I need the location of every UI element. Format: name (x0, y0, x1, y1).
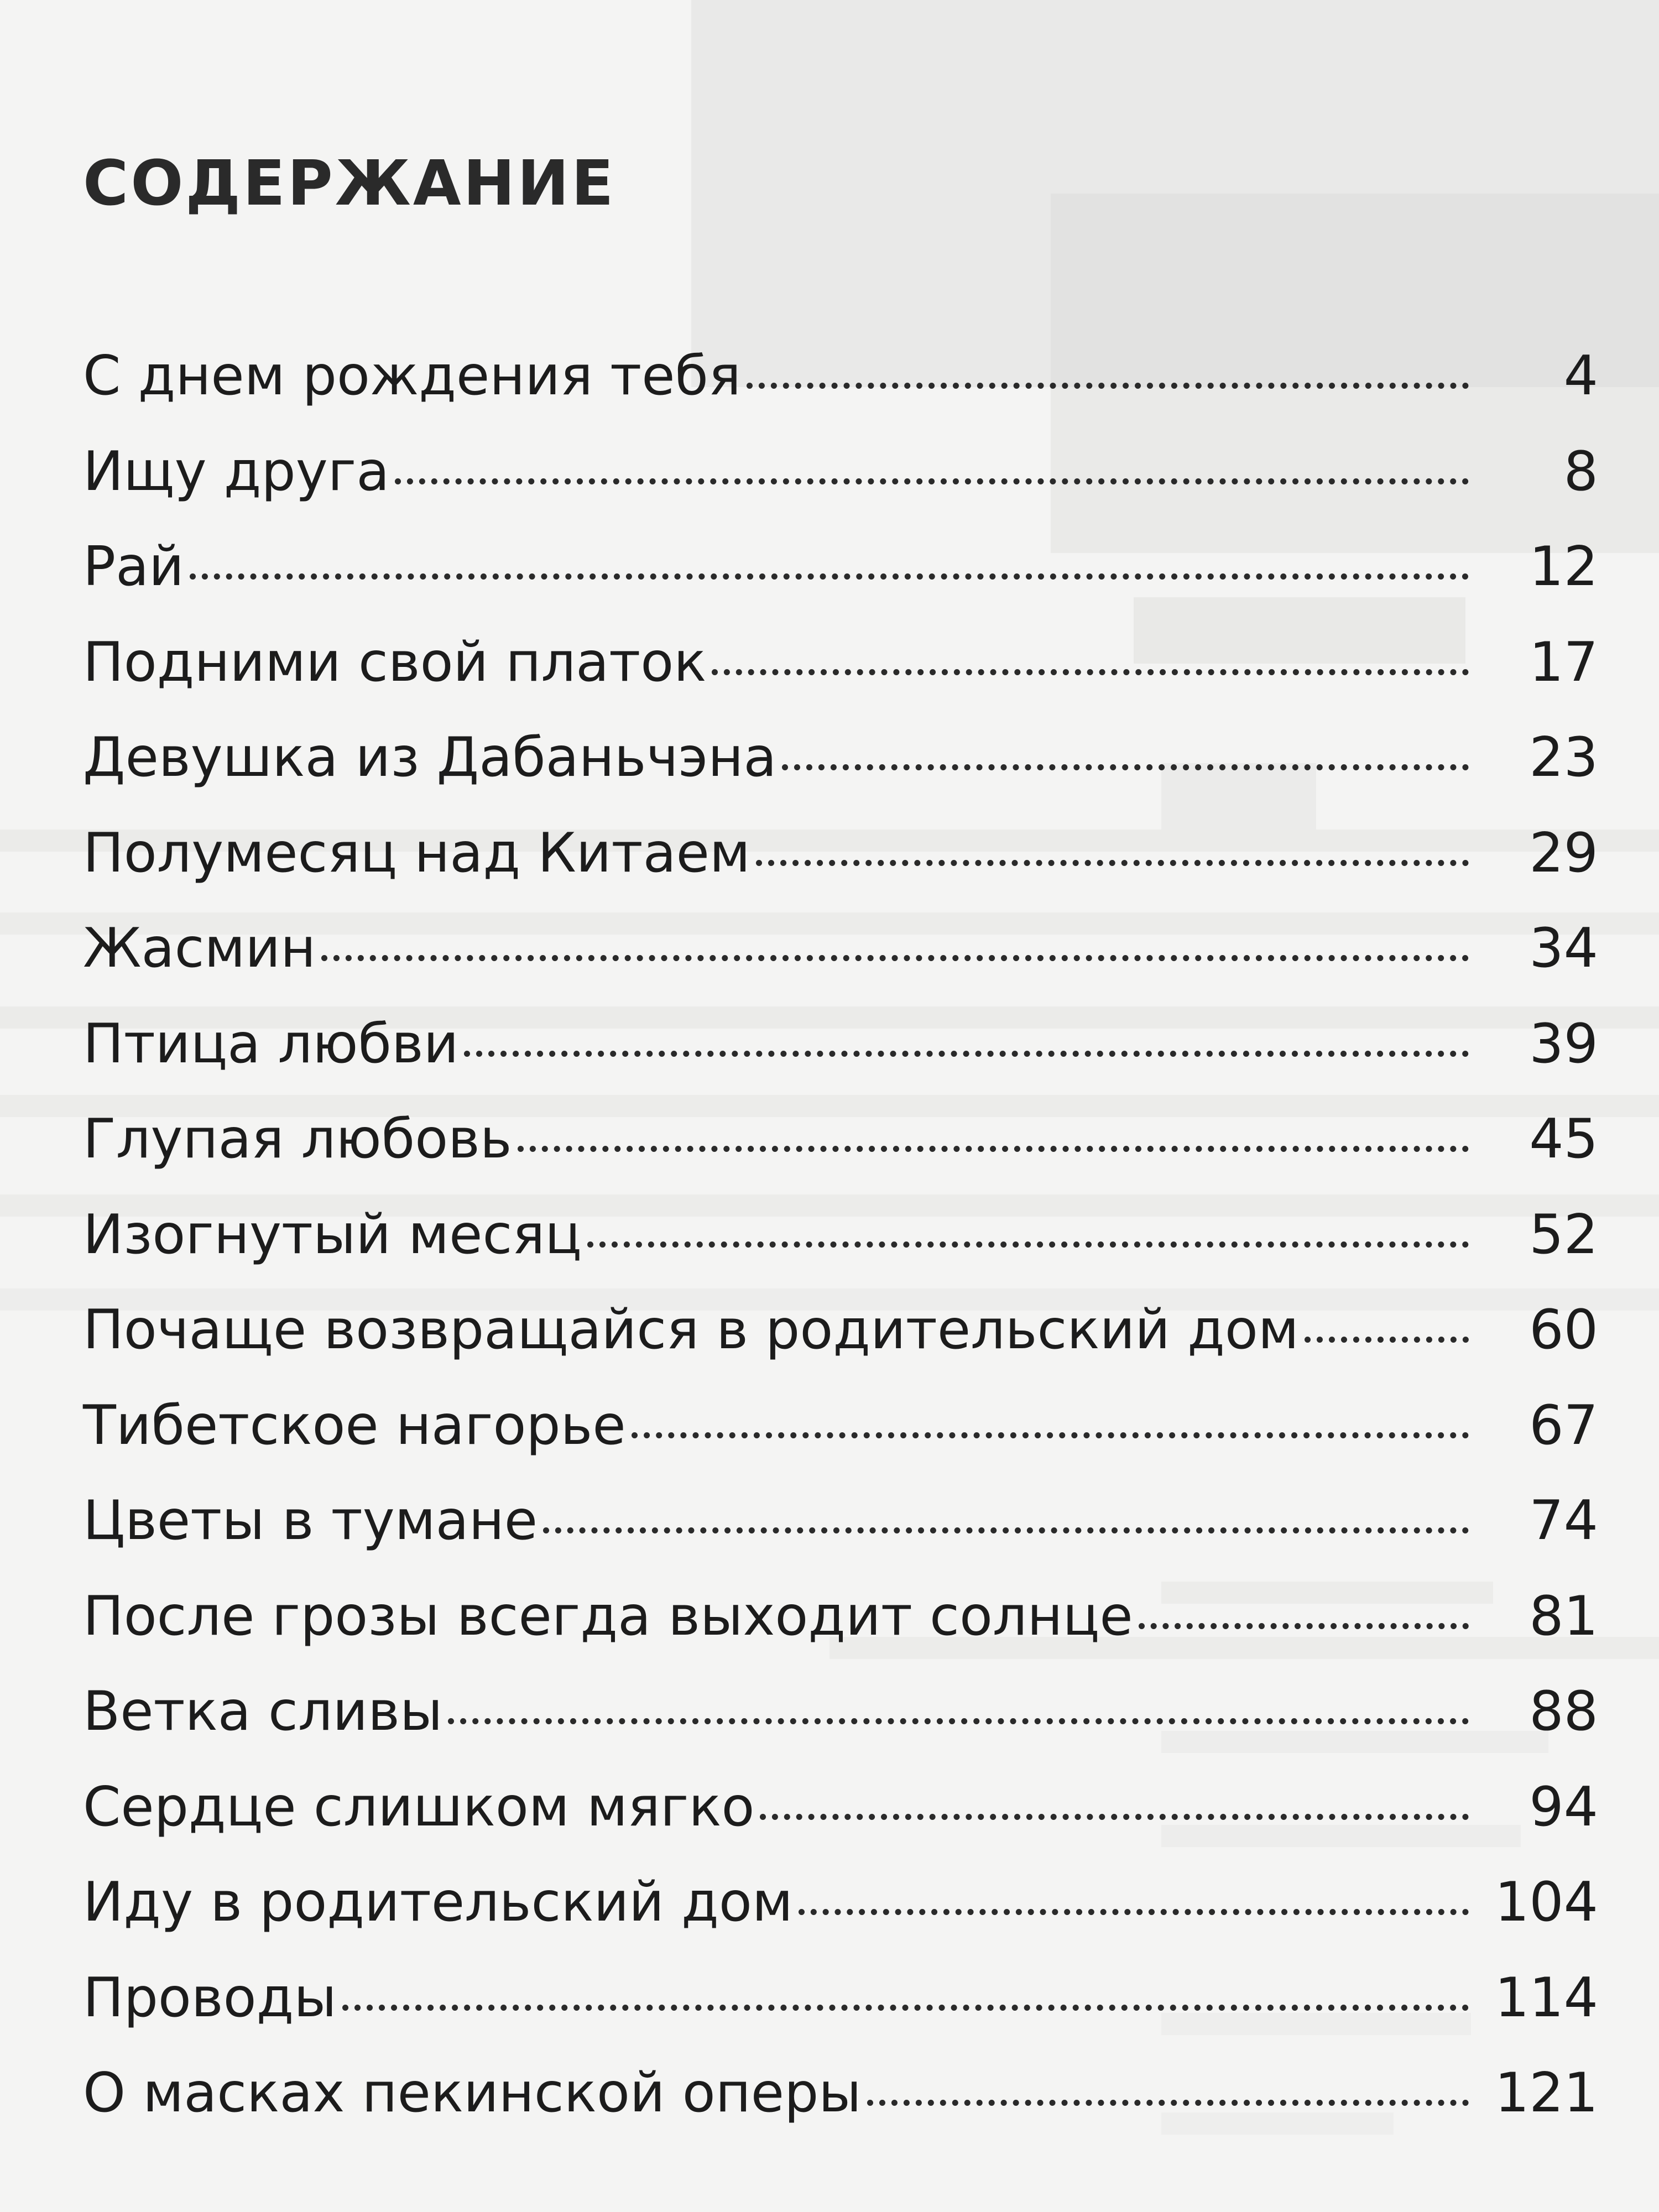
toc-entry[interactable] (83, 1005, 1598, 1101)
toc-entry-title: Тибетское нагорье (83, 1394, 626, 1457)
toc-entry[interactable] (83, 815, 1598, 910)
dot-leader (760, 1814, 1469, 1820)
toc-entry[interactable] (83, 1673, 1598, 1768)
toc-entry[interactable] (83, 1768, 1598, 1864)
toc-entry-page: 45 (1529, 1108, 1598, 1171)
toc-entry-title: Цветы в тумане (83, 1489, 538, 1552)
table-of-contents (83, 337, 1598, 2150)
toc-entry[interactable] (83, 1959, 1598, 2055)
toc-entry-title: Изогнутый месяц (83, 1203, 582, 1266)
toc-entry-page: 12 (1529, 535, 1598, 598)
toc-entry-title: О масках пекинской оперы (83, 2062, 862, 2125)
toc-entry[interactable] (83, 2054, 1598, 2150)
toc-entry-title: После грозы всегда выходит солнце (83, 1584, 1133, 1648)
dot-leader (395, 478, 1469, 484)
toc-entry[interactable] (83, 1578, 1598, 1673)
toc-entry[interactable] (83, 1100, 1598, 1196)
dot-leader (587, 1241, 1469, 1248)
page-title: СОДЕРЖАНИЕ (83, 148, 616, 220)
dot-leader (543, 1527, 1469, 1533)
toc-entry-title: Полумесяц над Китаем (83, 821, 750, 885)
dot-leader (448, 1718, 1469, 1724)
toc-entry-title: Проводы (83, 1966, 337, 2030)
toc-entry-title: Сердце слишком мягко (83, 1775, 755, 1839)
toc-entry-title: Жасмин (83, 917, 316, 980)
toc-entry[interactable] (83, 433, 1598, 529)
toc-entry-page: 81 (1529, 1584, 1598, 1648)
toc-entry-title: Птица любви (83, 1012, 459, 1076)
dot-leader (321, 955, 1469, 961)
toc-entry[interactable] (83, 337, 1598, 433)
toc-entry-page: 8 (1563, 440, 1598, 503)
dot-leader (190, 573, 1469, 580)
toc-entry[interactable] (83, 1387, 1598, 1483)
toc-entry-page: 121 (1494, 2062, 1598, 2125)
dot-leader (867, 2100, 1469, 2106)
toc-entry-title: Ветка сливы (83, 1680, 443, 1743)
toc-entry-page: 29 (1529, 821, 1598, 885)
toc-entry-page: 88 (1529, 1680, 1598, 1743)
toc-entry-page: 74 (1529, 1489, 1598, 1552)
toc-entry-page: 17 (1529, 630, 1598, 694)
dot-leader (712, 669, 1469, 675)
toc-entry[interactable] (83, 719, 1598, 815)
toc-entry-page: 104 (1494, 1871, 1598, 1934)
toc-entry-page: 114 (1494, 1966, 1598, 2030)
toc-entry-title: Почаще возвращайся в родительский дом (83, 1298, 1299, 1361)
dot-leader (1305, 1337, 1469, 1343)
toc-entry[interactable] (83, 1864, 1598, 1959)
toc-entry-title: Рай (83, 535, 184, 598)
dot-leader (799, 1909, 1469, 1915)
toc-entry-page: 34 (1529, 917, 1598, 980)
toc-entry-title: Глупая любовь (83, 1108, 512, 1171)
toc-entry-title: Иду в родительский дом (83, 1871, 793, 1934)
toc-entry[interactable] (83, 1482, 1598, 1578)
dot-leader (782, 764, 1469, 770)
dot-leader (1139, 1623, 1469, 1629)
toc-entry-page: 4 (1563, 345, 1598, 408)
dot-leader (518, 1146, 1469, 1152)
toc-entry-title: Подними свой платок (83, 630, 707, 694)
toc-entry-page: 39 (1529, 1012, 1598, 1076)
dot-leader (747, 383, 1469, 389)
toc-entry-page: 67 (1529, 1394, 1598, 1457)
dot-leader (632, 1432, 1469, 1438)
toc-entry-page: 94 (1529, 1775, 1598, 1839)
toc-entry-title: Ищу друга (83, 440, 390, 503)
toc-entry-page: 52 (1529, 1203, 1598, 1266)
toc-entry[interactable] (83, 528, 1598, 624)
toc-entry-title: Девушка из Дабаньчэна (83, 726, 777, 789)
toc-entry-page: 60 (1529, 1298, 1598, 1361)
toc-entry[interactable] (83, 910, 1598, 1005)
toc-entry-title: С днем рождения тебя (83, 345, 741, 408)
toc-entry-page: 23 (1529, 726, 1598, 789)
dot-leader (756, 860, 1469, 866)
toc-entry[interactable] (83, 624, 1598, 719)
toc-entry[interactable] (83, 1291, 1598, 1387)
dot-leader (342, 2005, 1469, 2011)
dot-leader (464, 1051, 1469, 1057)
toc-entry[interactable] (83, 1196, 1598, 1292)
